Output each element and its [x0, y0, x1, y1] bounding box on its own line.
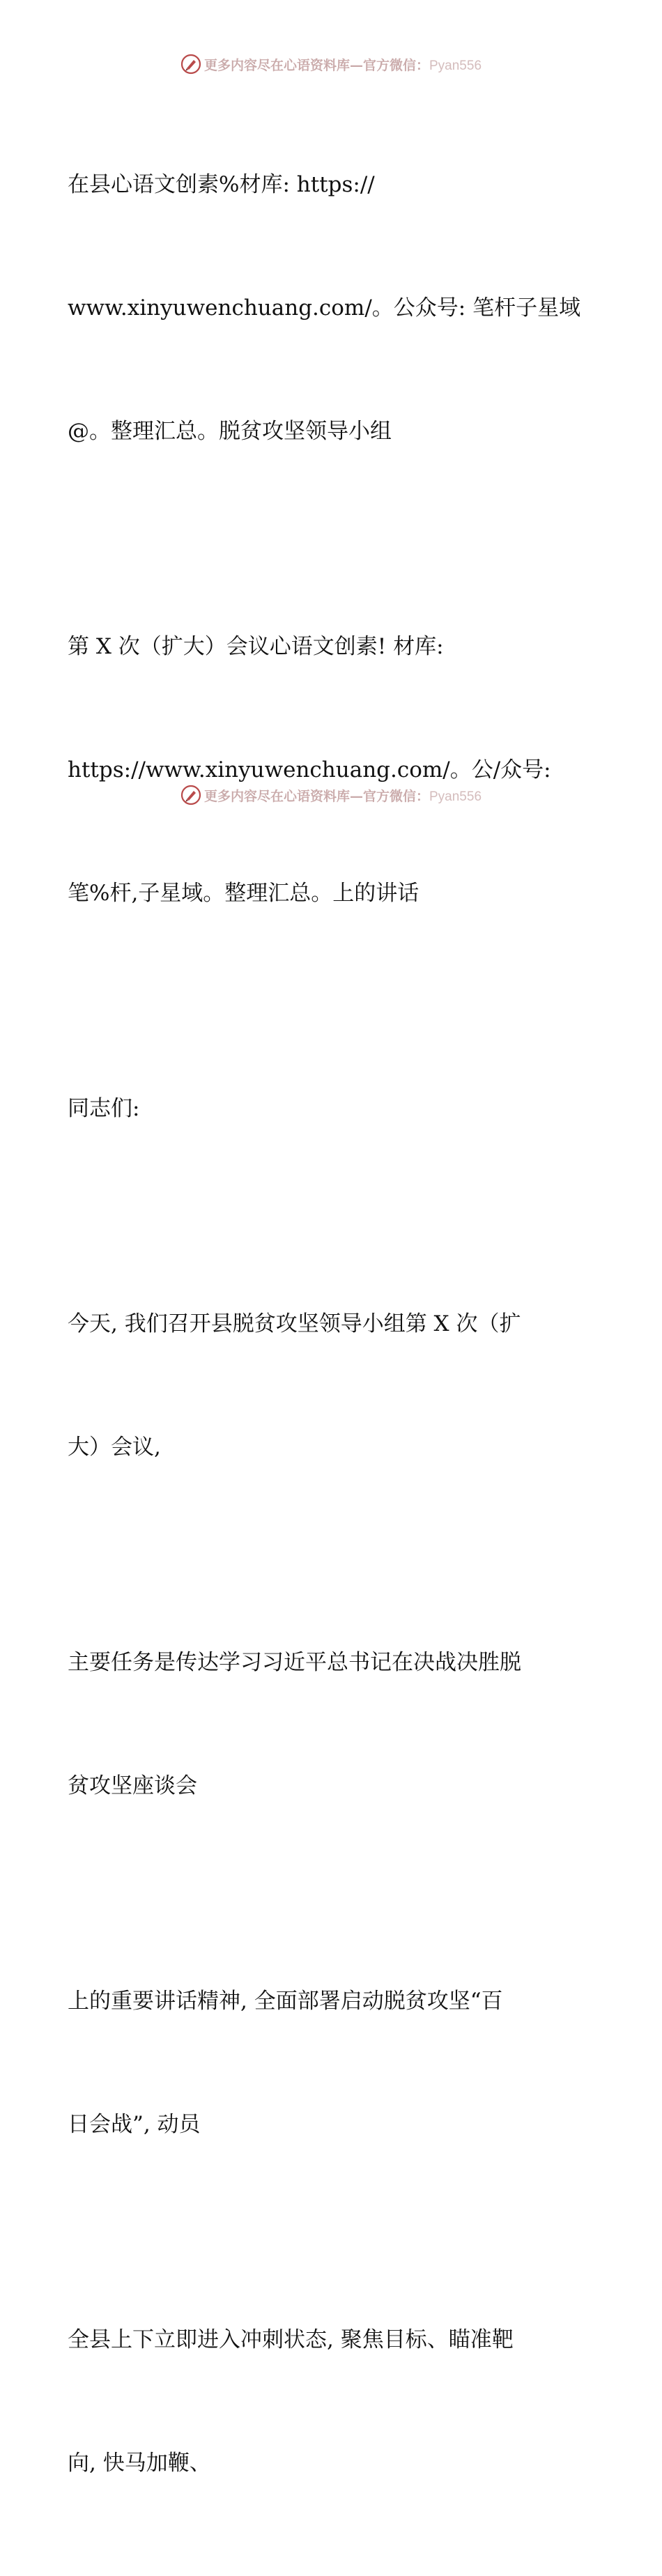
text-line: 主要任务是传达学习习近平总书记在决战决胜脱: [68, 1650, 521, 1675]
text-line: 全县上下立即进入冲刺状态, 聚焦目标、瞄准靶: [68, 2327, 514, 2352]
paragraph: [68, 1006, 583, 1212]
pen-logo-icon: [180, 785, 201, 805]
paragraph: [68, 1899, 583, 2228]
header-banner-wechat-id: Pyan556: [429, 58, 482, 73]
paragraph: [68, 544, 583, 996]
text-line: @。整理汇总。脱贫攻坚领导小组: [68, 419, 392, 444]
text-line: 笔%杆,子星域。整理汇总。上的讲话: [68, 881, 419, 906]
pen-logo-icon: [180, 54, 201, 75]
header-banner: [0, 50, 662, 78]
text-line: 上的重要讲话精神, 全面部署启动脱贫攻坚“百: [68, 1989, 503, 2014]
text-line: 第 X 次（扩大）会议心语文创素! 材库:: [68, 634, 444, 659]
header-banner-text: [204, 55, 482, 74]
footer-banner-text: [204, 786, 482, 805]
footer-banner: [0, 781, 662, 809]
text-line: 在县心语文创素%材库: https://: [68, 172, 375, 197]
document-body: [68, 82, 583, 2576]
paragraph: [68, 1560, 583, 1889]
footer-banner-wechat-id: Pyan556: [429, 789, 482, 804]
text-line: 向, 快马加鞭、: [68, 2451, 211, 2476]
header-banner-label: 更多内容尽在心语资料库—官方微信：: [203, 57, 429, 73]
text-line: https://www.xinyuwenchuang.com/。公/众号:: [68, 757, 551, 782]
footer-banner-label: 更多内容尽在心语资料库—官方微信：: [203, 788, 429, 804]
paragraph: [68, 82, 583, 534]
text-line: 今天, 我们召开县脱贫攻坚领导小组第 X 次（扩: [68, 1311, 521, 1336]
paragraph: [68, 1221, 583, 1550]
text-line: 贫攻坚座谈会: [68, 1773, 197, 1798]
text-line: www.xinyuwenchuang.com/。公众号: 笔杆子星域: [68, 295, 581, 321]
paragraph: [68, 2237, 583, 2566]
text-line: 同志们:: [68, 1096, 140, 1121]
text-line: 日会战”, 动员: [68, 2112, 201, 2137]
text-line: 大）会议,: [68, 1435, 161, 1460]
